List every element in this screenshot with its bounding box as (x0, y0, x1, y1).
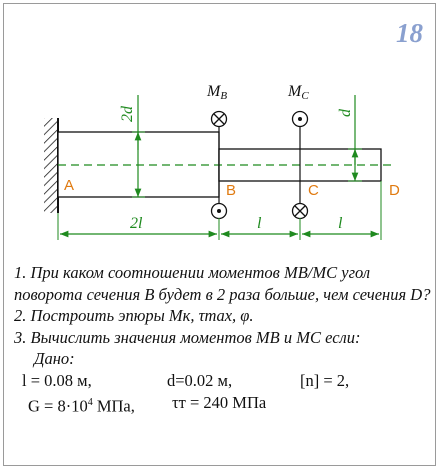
given-l: l = 0.08 м, (22, 370, 92, 390)
task-1: 1. При каком соотношении моментов MВ/MС угол поворота сечения B будет в 2 раза больше, чем сечения D? (14, 263, 431, 304)
given-head: Дано: (34, 349, 75, 368)
dim-2d-label: 2d (119, 106, 136, 122)
given-row-1 (14, 370, 432, 392)
len-l2-label: l (338, 215, 343, 232)
moment-c-label: MC (288, 83, 309, 102)
given-d: d=0.02 м, (167, 370, 233, 390)
point-d-label: D (389, 182, 400, 199)
given-row-2 (14, 392, 432, 414)
moment-b-label: MB (207, 83, 228, 102)
fixed-wall-hatch (44, 118, 58, 213)
given-tau: τт = 240 МПа (172, 392, 267, 412)
point-a-label: A (64, 177, 75, 194)
dim-d-label: d (337, 109, 354, 117)
task-3: 3. Вычислить значения моментов MB и MC если: (14, 327, 361, 347)
given-block (14, 348, 432, 414)
point-c-label: C (308, 182, 319, 199)
len-l1-label: l (257, 215, 262, 232)
len-2l-label: 2l (130, 215, 143, 232)
given-n: [n] = 2, (300, 370, 350, 390)
problem-number: 18 (396, 18, 423, 48)
point-b-label: B (226, 182, 237, 199)
task-list (14, 262, 432, 414)
moment-c-dot-icon (298, 117, 302, 121)
given-g: $G = 8\cdot 10^4$ МПа, (28, 396, 135, 415)
task-2: 2. Построить эпюры Mк, τmax, φ. (14, 306, 254, 325)
moment-b-dot-icon (217, 209, 221, 213)
